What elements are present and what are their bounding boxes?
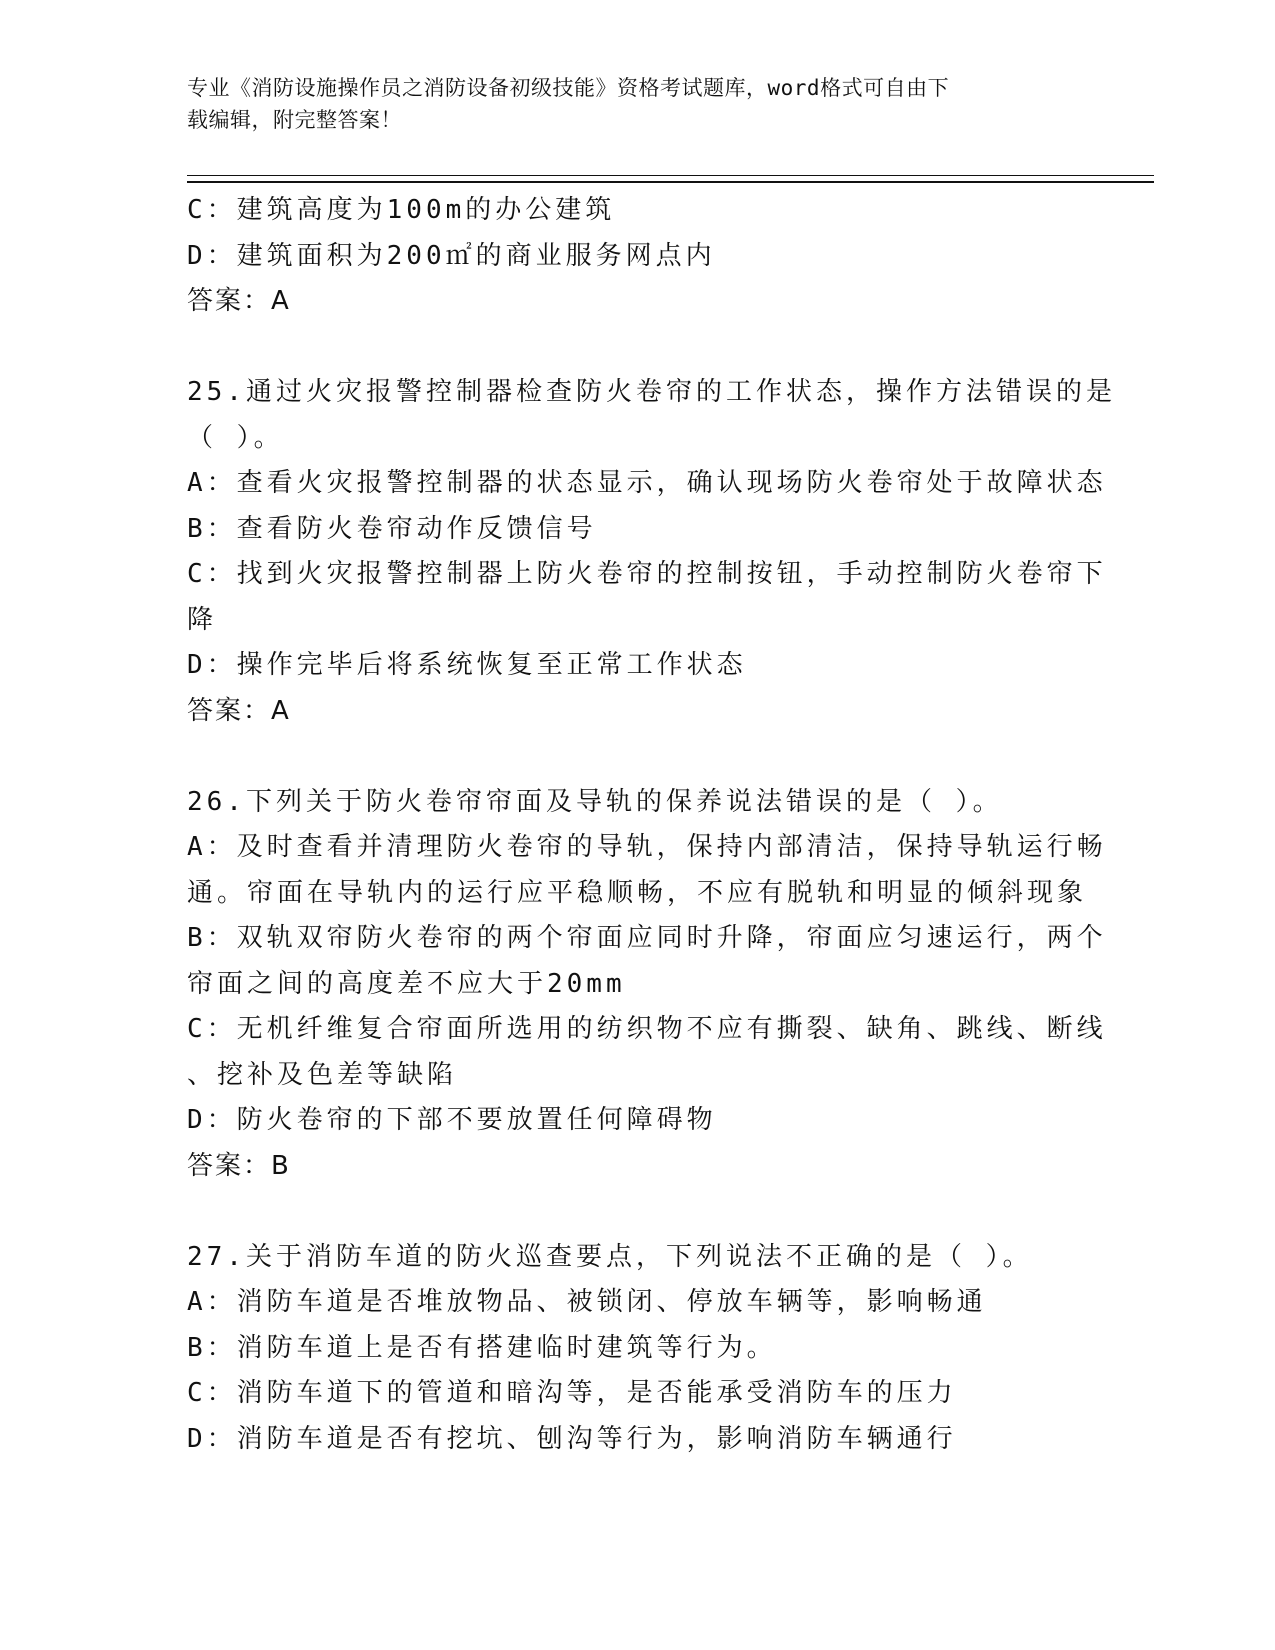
question-stem: 27.关于消防车道的防火巡查要点，下列说法不正确的是（ ）。 [187, 1241, 1033, 1272]
question-stem: 26.下列关于防火卷帘帘面及导轨的保养说法错误的是（ ）。 [187, 786, 1003, 817]
question-stem: 25.通过火灾报警控制器检查防火卷帘的工作状态，操作方法错误的是 [187, 377, 1116, 407]
spacer [187, 325, 1087, 371]
question-25 [187, 370, 1116, 734]
answer-line: 答案：A [187, 695, 291, 726]
header-rule-thin [187, 175, 1154, 176]
answer-line: 答案：A [187, 286, 291, 316]
option-a-continued: 通。帘面在导轨内的运行应平稳顺畅，不应有脱轨和明显的倾斜现象 [187, 877, 1088, 908]
option-d: D：操作完毕后将系统恢复至正常工作状态 [187, 650, 747, 680]
header-line-1: 专业《消防设施操作员之消防设备初级技能》资格考试题库，word格式可自由下 [187, 76, 950, 100]
question-26 [187, 780, 1107, 1190]
spacer [187, 734, 1087, 780]
answer-line: 答案：B [187, 1150, 291, 1181]
option-b: B：消防车道上是否有搭建临时建筑等行为。 [187, 1332, 777, 1363]
option-c-continued: 降 [187, 604, 218, 635]
question-27 [187, 1235, 1087, 1463]
option-d: D：防火卷帘的下部不要放置任何障碍物 [187, 1105, 717, 1135]
option-a: A：查看火灾报警控制器的状态显示，确认现场防火卷帘处于故障状态 [187, 468, 1107, 498]
option-c: C：找到火灾报警控制器上防火卷帘的控制按钮，手动控制防火卷帘下 [187, 559, 1107, 589]
option-d: D：建筑面积为200㎡的商业服务网点内 [187, 240, 716, 271]
option-b: B：查看防火卷帘动作反馈信号 [187, 513, 597, 544]
document-body [187, 188, 1116, 1462]
option-c: C：消防车道下的管道和暗沟等，是否能承受消防车的压力 [187, 1378, 957, 1408]
question-24-tail [187, 188, 1087, 325]
option-c: C：无机纤维复合帘面所选用的纺织物不应有撕裂、缺角、跳线、断线 [187, 1014, 1107, 1044]
header-line-2: 载编辑，附完整答案！ [187, 108, 402, 132]
option-c: C：建筑高度为100m的办公建筑 [187, 195, 616, 225]
option-a: A：消防车道是否堆放物品、被锁闭、停放车辆等，影响畅通 [187, 1287, 987, 1317]
option-a: A：及时查看并清理防火卷帘的导轨，保持内部清洁，保持导轨运行畅 [187, 832, 1107, 862]
header-rule-thick [187, 181, 1154, 183]
spacer [187, 1189, 1087, 1235]
document-header [187, 72, 1067, 136]
option-b: B：双轨双帘防火卷帘的两个帘面应同时升降，帘面应匀速运行，两个 [187, 923, 1107, 953]
option-d: D：消防车道是否有挖坑、刨沟等行为，影响消防车辆通行 [187, 1423, 957, 1454]
option-c-continued: 、挖补及色差等缺陷 [187, 1059, 458, 1090]
question-stem-continued: （ ）。 [187, 422, 284, 453]
option-b-continued: 帘面之间的高度差不应大于20mm [187, 968, 626, 999]
